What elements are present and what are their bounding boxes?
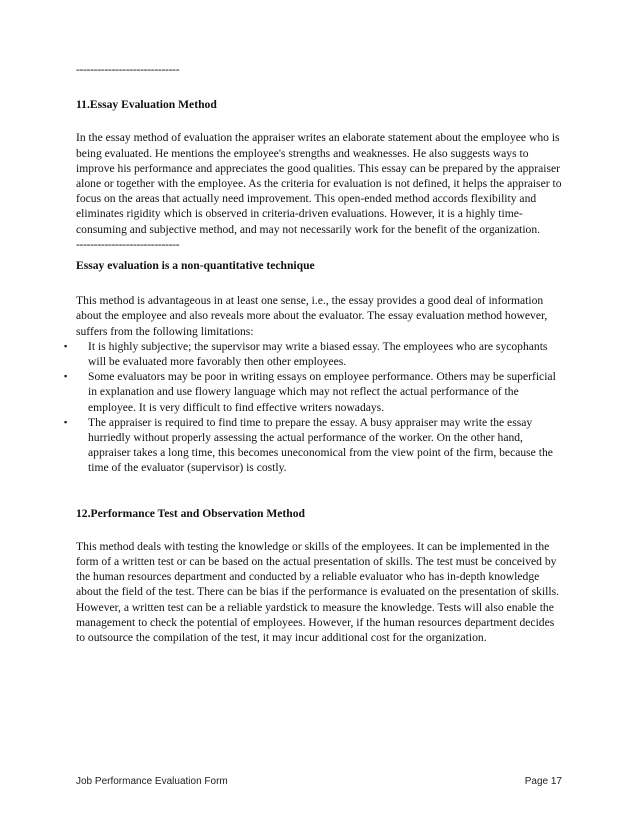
- list-item-text: Some evaluators may be poor in writing essays on employee performance. Others may be superficial in explanation and use flowery language which may not reflect the actual performance of the employee. It is very difficult to find effective writers nowadays.: [88, 370, 556, 414]
- list-item-text: The appraiser is required to find time to prepare the essay. A busy appraiser may write the essay hurriedly without properly assessing the actual performance of the worker. On the other hand, appraiser takes a long time, this becomes uneconomical from the view point of the firm, because the time of the evaluator (supervisor) is costly.: [88, 415, 553, 475]
- page-content: [64, 62, 566, 645]
- page-number: Page 17: [524, 776, 562, 787]
- bullet-icon: ▪: [64, 340, 68, 351]
- section-12-heading: 12.Performance Test and Observation Method: [76, 506, 305, 520]
- section-11-paragraph: In the essay method of evaluation the appraiser writes an elaborate statement about the employee who is being evaluated. He mentions the employee's strengths and weaknesses. He also suggests ways to improve his performance and appreciates the good qualities. This essay can be prepared by the appraiser alone or together with the employee. As the criteria for evaluation is not defined, it helps the appraiser to focus on the areas that actually need improvement. This open-ended method accords flexibility and eliminates rigidity which is observed in criteria-driven evaluations. However, it is a highly time-consuming and subjective method, and may not necessarily work for the benefit of the organization.: [76, 131, 562, 236]
- list-item: [64, 415, 566, 476]
- section-12-paragraph: This method deals with testing the knowledge or skills of the employees. It can be implemented in the form of a written test or can be based on the actual presentation of skills. The test must be conceived by the human resources department and conducted by a reliable evaluator who has in-depth knowledge about the field of the test. There can be bias if the performance is evaluated on the presentation of skills. However, a written test can be a reliable yardstick to measure the knowledge. Tests will also enable the management to check the potential of employees. However, if the human resources department decides to outsource the compilation of the test, it may incur additional cost for the organization.: [76, 539, 560, 645]
- limitations-list: [64, 339, 566, 476]
- page-footer: [76, 776, 562, 787]
- essay-section-intro: This method is advantageous in at least one sense, i.e., the essay provides a good deal of information about the employee and also reveals more about the evaluator. The essay evaluation method however, suffers from the following limitations:: [76, 294, 548, 338]
- list-item: [64, 369, 566, 415]
- list-item: [64, 339, 566, 369]
- list-item-text: It is highly subjective; the supervisor may write a biased essay. The employees who are sycophants will be evaluated more favorably then other employees.: [88, 339, 548, 369]
- bullet-icon: ▪: [64, 416, 68, 427]
- bullet-icon: ▪: [64, 371, 68, 382]
- separator-rule-mid: -----------------------------: [76, 237, 180, 251]
- section-11-heading: 11.Essay Evaluation Method: [76, 98, 217, 112]
- essay-section-heading: Essay evaluation is a non-quantitative technique: [76, 259, 315, 273]
- footer-title: Job Performance Evaluation Form: [76, 776, 228, 787]
- separator-rule-top: -----------------------------: [76, 63, 180, 76]
